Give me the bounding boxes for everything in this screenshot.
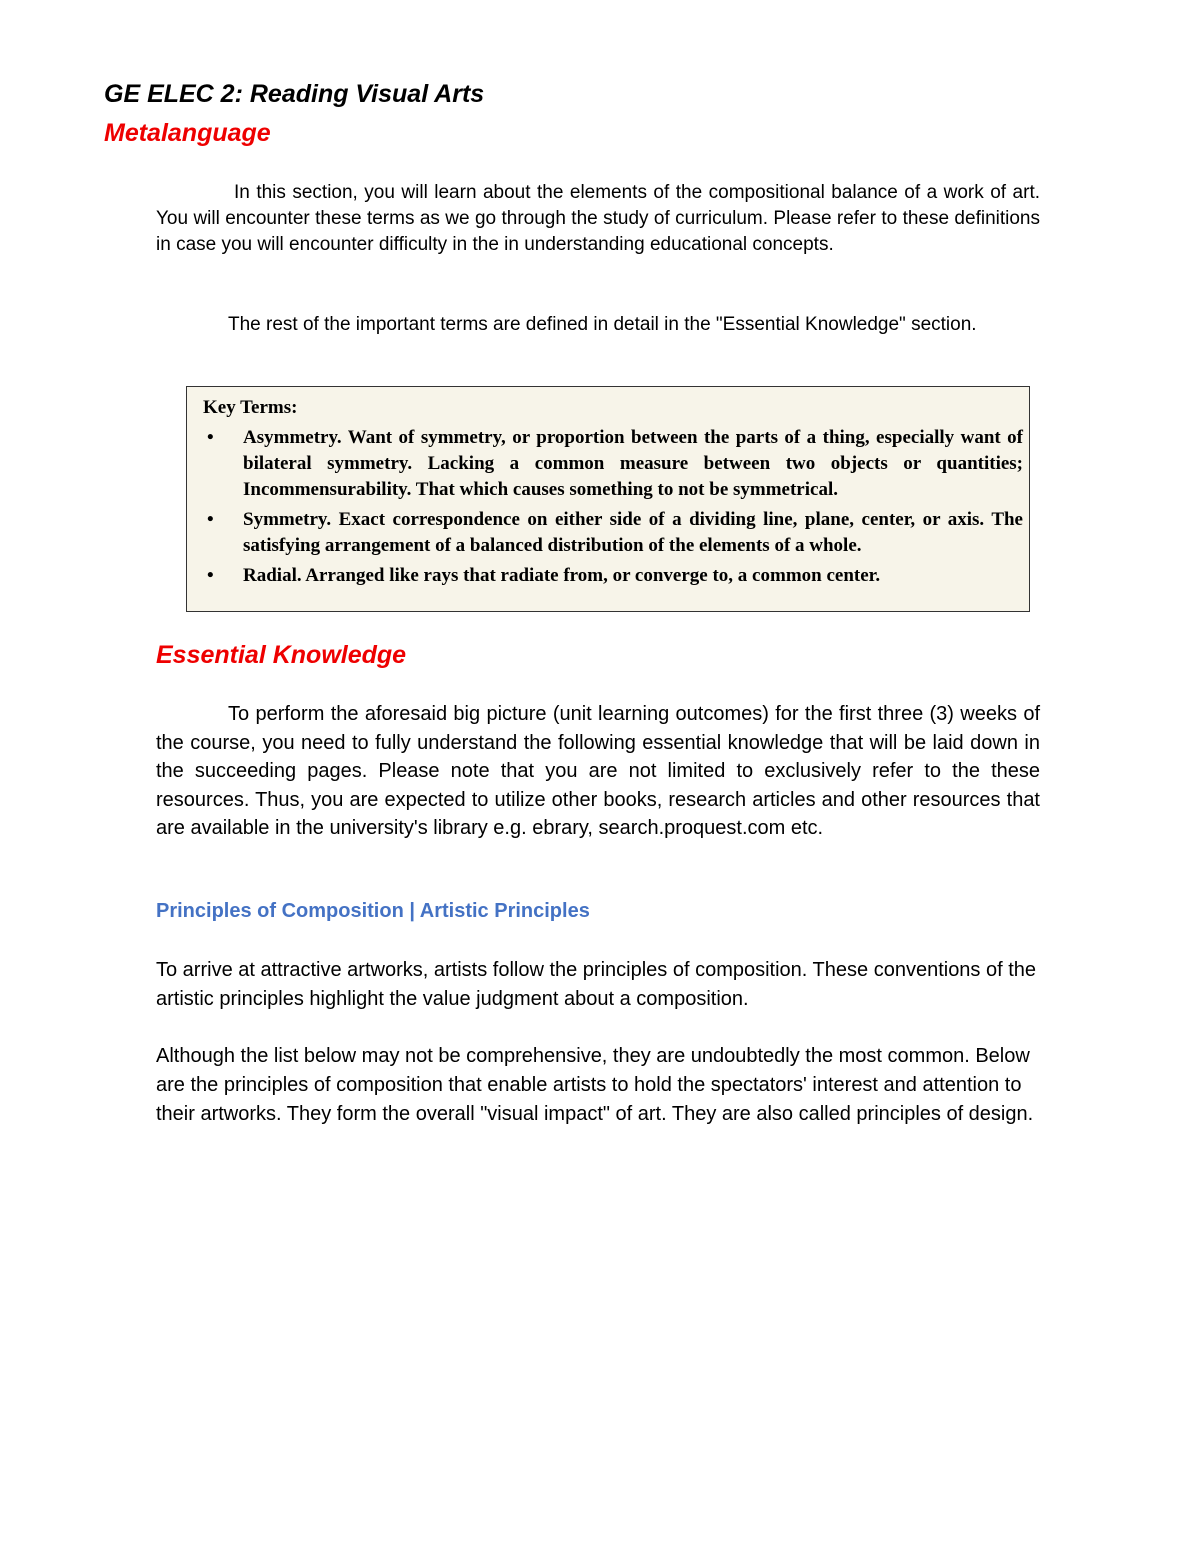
metalanguage-intro-paragraph: In this section, you will learn about the elements of the compositional balance of a work of art. You will encounter these terms as we go through the study of curriculum. Please refer to these definitions in case you will encounter difficulty in the in understanding educational concepts.: [156, 182, 1040, 255]
bullet-icon: •: [207, 565, 214, 586]
key-terms-title: Key Terms:: [203, 397, 298, 418]
bullet-icon: •: [207, 509, 214, 530]
key-term-text: Radial. Arranged like rays that radiate from, or converge to, a common center.: [243, 565, 881, 586]
essential-knowledge-intro-paragraph: To perform the aforesaid big picture (unit learning outcomes) for the first three (3) weeks of the course, you need to fully understand the following essential knowledge that will be laid down in the succeeding pages. Please note that you are not limited to exclusively refer to the these resources. Thus, you are expected to utilize other books, research articles and other resources that are available in the university's library e.g. ebrary, search.proquest.com etc.: [156, 703, 1040, 839]
principles-paragraph-arrive: To arrive at attractive artworks, artists follow the principles of composition. These conventions of the artistic principles highlight the value judgment about a composition.: [156, 959, 1037, 1010]
principles-paragraph-although: Although the list below may not be comprehensive, they are undoubtedly the most common. Below are the principles of composition that enable artists to hold the spectators' interest and attention to their artworks. They form the overall "visual impact" of art. They are also called principles of design.: [156, 1045, 1034, 1125]
key-term-asymmetry: [203, 425, 1023, 503]
key-term-symmetry: [203, 507, 1023, 559]
key-term-text: Asymmetry. Want of symmetry, or proportion between the parts of a thing, especially want of bilateral symmetry. Lacking a common measure between two objects or quantities; Incommensurability. That which causes something to not be symmetrical.: [243, 427, 1023, 500]
key-terms-box: [186, 386, 1030, 612]
document-title: GE ELEC 2: Reading Visual Arts: [104, 80, 485, 108]
metalanguage-heading: Metalanguage: [104, 119, 271, 147]
principles-subheading: Principles of Composition | Artistic Principles: [156, 900, 590, 922]
bullet-icon: •: [207, 427, 214, 448]
key-terms-list: [203, 425, 1023, 593]
key-term-text: Symmetry. Exact correspondence on either side of a dividing line, plane, center, or axis. The satisfying arrangement of a balanced distribution of the elements of a whole.: [243, 509, 1023, 556]
metalanguage-rest-paragraph: The rest of the important terms are defined in detail in the "Essential Knowledge" section.: [228, 314, 977, 335]
essential-knowledge-heading: Essential Knowledge: [156, 641, 407, 669]
key-term-radial: [203, 563, 1023, 589]
